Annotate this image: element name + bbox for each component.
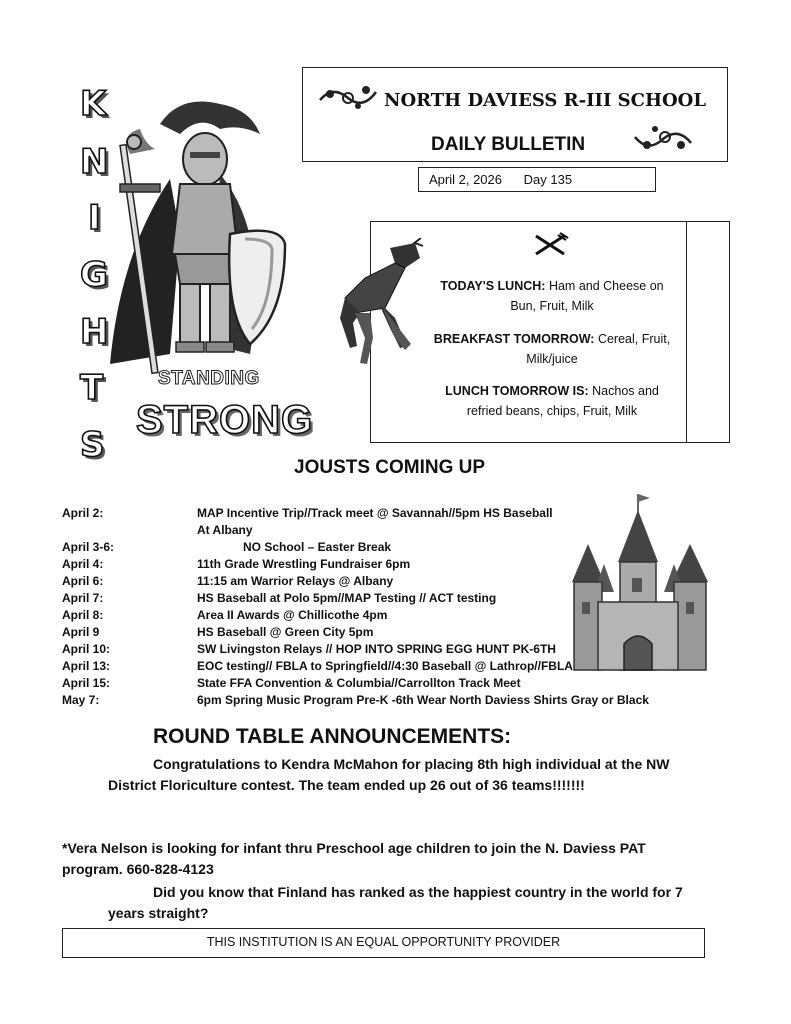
event-desc: State FFA Convention & Columbia//Carrollton Track Meet bbox=[197, 676, 521, 690]
event-date: April 10: bbox=[62, 642, 111, 656]
event-date: April 2: bbox=[62, 506, 104, 520]
event-date: April 4: bbox=[62, 557, 104, 571]
bull-illustration bbox=[335, 238, 425, 378]
announcement-2-line2: program. 660-828-4123 bbox=[62, 861, 214, 877]
date-box bbox=[418, 167, 656, 192]
knights-letter-n: N bbox=[80, 142, 109, 182]
event-date: April 6: bbox=[62, 574, 104, 588]
event-desc: Area II Awards @ Chillicothe 4pm bbox=[197, 608, 388, 622]
knights-letter-t: T bbox=[80, 368, 104, 408]
today-lunch-label: TODAY'S LUNCH: bbox=[440, 279, 546, 293]
fork-knife-icon bbox=[530, 232, 570, 258]
announcement-2-line1: *Vera Nelson is looking for infant thru Preschool age children to join the N. Daviess PAT bbox=[62, 840, 646, 856]
event-desc: MAP Incentive Trip//Track meet @ Savannah//5pm HS Baseball bbox=[197, 506, 553, 520]
announcement-1-line2: District Floriculture contest. The team ended up 26 out of 36 teams!!!!!!! bbox=[108, 777, 585, 793]
event-date: April 7: bbox=[62, 591, 104, 605]
bulletin-day: Day 135 bbox=[523, 172, 573, 187]
announcement-3-line2: years straight? bbox=[108, 905, 209, 921]
lunch-tomorrow-text1: Nachos and bbox=[592, 384, 659, 398]
event-desc: 6pm Spring Music Program Pre-K -6th Wear North Daviess Shirts Gray or Black bbox=[197, 693, 649, 707]
knights-letter-s: S bbox=[80, 425, 105, 465]
knights-letter-h: H bbox=[80, 312, 109, 352]
announcement-3-line1: Did you know that Finland has ranked as the happiest country in the world for 7 bbox=[153, 884, 683, 900]
strong-text: STRONG bbox=[136, 398, 314, 442]
bulletin-title: DAILY BULLETIN bbox=[431, 134, 586, 155]
event-desc: HS Baseball at Polo 5pm//MAP Testing // ACT testing bbox=[197, 591, 497, 605]
lunch-tomorrow-label: LUNCH TOMORROW IS: bbox=[445, 384, 589, 398]
event-desc: 11:15 am Warrior Relays @ Albany bbox=[197, 574, 394, 588]
event-date: May 7: bbox=[62, 693, 100, 707]
bulletin-date: April 2, 2026 bbox=[429, 172, 502, 187]
event-desc: HS Baseball @ Green City 5pm bbox=[197, 625, 374, 639]
knights-letter-i: I bbox=[88, 198, 101, 238]
event-date: April 9 bbox=[62, 625, 100, 639]
breakfast-label: BREAKFAST TOMORROW: bbox=[433, 332, 595, 346]
knights-letter-g: G bbox=[80, 255, 108, 295]
castle-illustration bbox=[568, 492, 710, 672]
event-desc: At Albany bbox=[197, 523, 253, 537]
event-desc: EOC testing// FBLA to Springfield//4:30 Baseball @ Lathrop//FBLA bbox=[197, 659, 573, 673]
announcement-1-line1: Congratulations to Kendra McMahon for placing 8th high individual at the NW bbox=[153, 756, 670, 772]
equal-opportunity-footer: THIS INSTITUTION IS AN EQUAL OPPORTUNITY PROVIDER bbox=[62, 928, 705, 958]
standing-text: STANDING bbox=[158, 368, 260, 389]
event-date: April 8: bbox=[62, 608, 104, 622]
jousts-title: JOUSTS COMING UP bbox=[294, 457, 486, 478]
knight-illustration bbox=[100, 84, 300, 384]
event-date: April 3-6: bbox=[62, 540, 115, 554]
breakfast-text1: Cereal, Fruit, bbox=[597, 332, 671, 346]
today-lunch-line2: Bun, Fruit, Milk bbox=[510, 299, 594, 313]
event-desc: SW Livingston Relays // HOP INTO SPRING EGG HUNT PK-6TH bbox=[197, 642, 556, 656]
flourish-left-icon bbox=[318, 80, 380, 112]
breakfast-line1 bbox=[418, 329, 686, 349]
menu-divider bbox=[686, 222, 687, 442]
knights-letter-k: K bbox=[80, 84, 107, 124]
event-desc: 11th Grade Wrestling Fundraiser 6pm bbox=[197, 557, 411, 571]
event-date: April 15: bbox=[62, 676, 111, 690]
event-desc: NO School – Easter Break bbox=[243, 540, 392, 554]
round-table-title: ROUND TABLE ANNOUNCEMENTS: bbox=[153, 725, 512, 748]
lunch-tomorrow-line1 bbox=[418, 381, 686, 401]
flourish-right-icon bbox=[633, 123, 695, 155]
school-name: NORTH DAVIESS R-III SCHOOL bbox=[384, 90, 706, 111]
breakfast-line2: Milk/juice bbox=[526, 352, 578, 366]
today-lunch-text1: Ham and Cheese on bbox=[548, 279, 664, 293]
event-date: April 13: bbox=[62, 659, 111, 673]
today-lunch-line1 bbox=[418, 276, 686, 296]
lunch-tomorrow-line2: refried beans, chips, Fruit, Milk bbox=[466, 404, 638, 418]
